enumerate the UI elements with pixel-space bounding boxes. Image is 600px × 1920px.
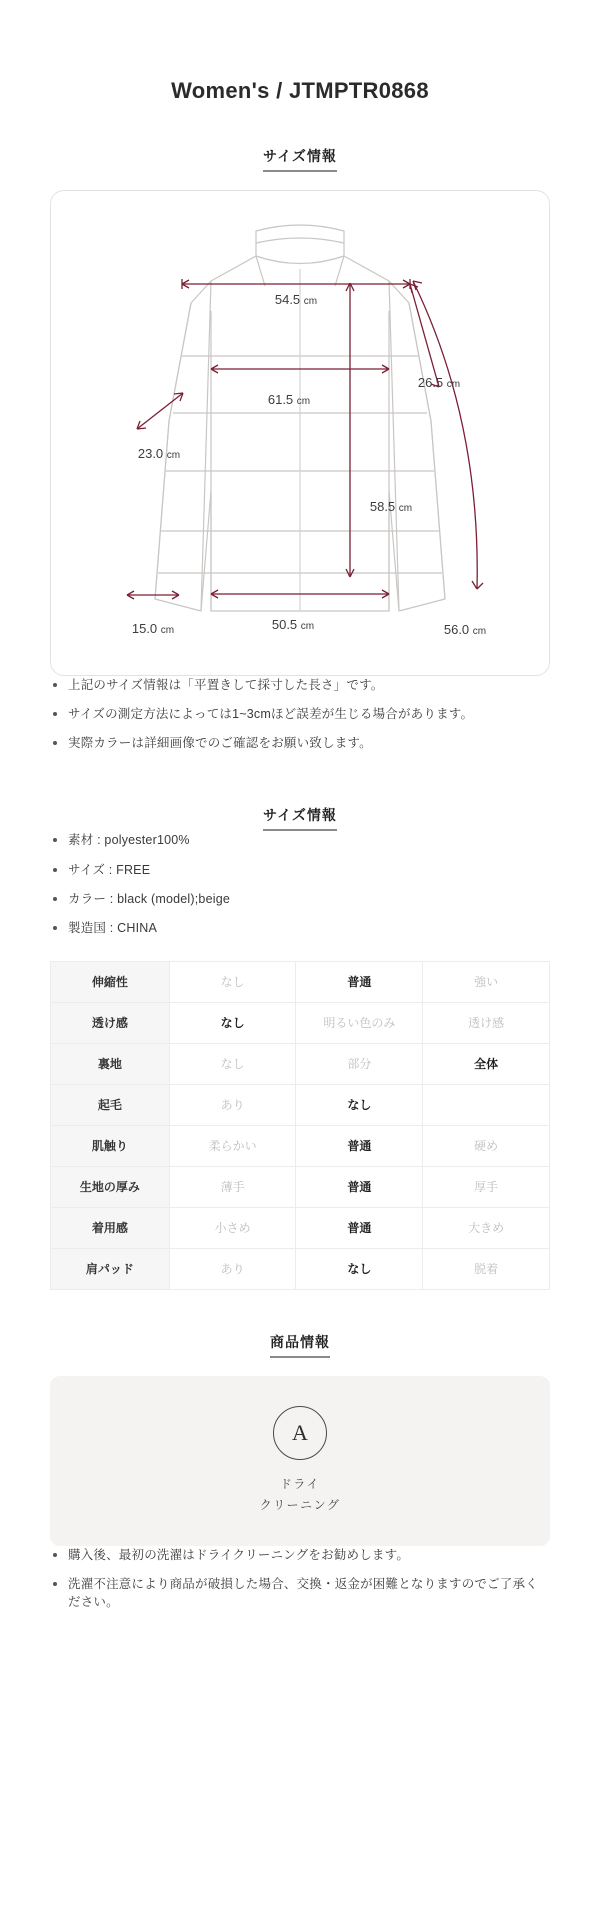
spec-option: なし (169, 1043, 296, 1084)
garment-diagram-svg (51, 191, 549, 675)
spec-option: 脱着 (423, 1248, 550, 1289)
size-diagram (50, 190, 550, 676)
list-item: カラー : black (model);beige (50, 890, 550, 908)
list-item: 上記のサイズ情報は「平置きして採寸した長さ」です。 (50, 676, 550, 694)
list-item: 洗濯不注意により商品が破損した場合、交換・返金が困難となりますのでご了承ください。 (50, 1575, 550, 1611)
spec-option: なし (296, 1248, 423, 1289)
spec-option: 小さめ (169, 1207, 296, 1248)
spec-option: 硬め (423, 1125, 550, 1166)
table-row (51, 1248, 550, 1289)
spec-option: なし (296, 1084, 423, 1125)
spec-option: 普通 (296, 1166, 423, 1207)
spec-option: 強い (423, 961, 550, 1002)
list-item: 実際カラーは詳細画像でのご確認をお願い致します。 (50, 734, 550, 752)
spec-table (50, 961, 550, 1290)
spec-option: 普通 (296, 1207, 423, 1248)
list-item: 製造国 : CHINA (50, 919, 550, 937)
dim-shoulder: 54.5 cm (274, 292, 318, 307)
spec-option: 薄手 (169, 1166, 296, 1207)
spec-row-label: 肌触り (51, 1125, 170, 1166)
spec-option: 普通 (296, 1125, 423, 1166)
size-info-heading (50, 104, 550, 172)
product-info-heading (50, 1290, 550, 1358)
list-item: サイズ : FREE (50, 861, 550, 879)
spec-option: 柔らかい (169, 1125, 296, 1166)
care-symbol: A (292, 1420, 308, 1446)
spec-option: なし (169, 1002, 296, 1043)
dim-sleeve-total: 56.0 cm (443, 622, 487, 637)
spec-row-label: 生地の厚み (51, 1166, 170, 1207)
spec-option (423, 1084, 550, 1125)
spec-option: 普通 (296, 961, 423, 1002)
page-title: Women's / JTMPTR0868 (171, 78, 429, 103)
spec-row-label: 伸縮性 (51, 961, 170, 1002)
table-row (51, 1166, 550, 1207)
care-label-line1: ドライ (279, 1477, 321, 1492)
size-info-heading-label: サイズ情報 (263, 146, 337, 172)
size-notes-list (50, 676, 550, 752)
care-instruction-box (50, 1376, 550, 1546)
spec-option: 厚手 (423, 1166, 550, 1207)
care-label-line2: クリーニング (259, 1497, 341, 1512)
list-item: サイズの測定方法によっては1~3cmほど誤差が生じる場合があります。 (50, 705, 550, 723)
list-item: 素材 : polyester100% (50, 831, 550, 849)
spec-option: あり (169, 1248, 296, 1289)
spec-row-label: 起毛 (51, 1084, 170, 1125)
spec-option: 部分 (296, 1043, 423, 1084)
spec-row-label: 着用感 (51, 1207, 170, 1248)
table-row (51, 1043, 550, 1084)
care-label (260, 1474, 341, 1515)
care-notes-list (50, 1546, 550, 1611)
dry-clean-icon (273, 1406, 327, 1460)
spec-option: あり (169, 1084, 296, 1125)
table-row (51, 1207, 550, 1248)
material-list (50, 831, 550, 937)
spec-option: 全体 (423, 1043, 550, 1084)
spec-option: なし (169, 961, 296, 1002)
dim-cuff: 15.0 cm (131, 621, 175, 636)
spec-option: 明るい色のみ (296, 1002, 423, 1043)
spec-option: 大きめ (423, 1207, 550, 1248)
dim-length: 58.5 cm (369, 499, 413, 514)
spec-row-label: 裏地 (51, 1043, 170, 1084)
spec-row-label: 透け感 (51, 1002, 170, 1043)
table-row (51, 1084, 550, 1125)
material-info-heading (50, 763, 550, 831)
list-item: 購入後、最初の洗濯はドライクリーニングをお勧めします。 (50, 1546, 550, 1564)
product-info-heading-label: 商品情報 (270, 1332, 330, 1358)
dim-sleeve-upper: 26.5 cm (417, 375, 461, 390)
spec-row-label: 肩パッド (51, 1248, 170, 1289)
dim-hem: 50.5 cm (271, 617, 315, 632)
table-row (51, 1002, 550, 1043)
dim-armhole: 23.0 cm (137, 446, 181, 461)
dim-chest: 61.5 cm (267, 392, 311, 407)
spec-option: 透け感 (423, 1002, 550, 1043)
table-row (51, 1125, 550, 1166)
table-row (51, 961, 550, 1002)
material-info-heading-label: サイズ情報 (263, 805, 337, 831)
